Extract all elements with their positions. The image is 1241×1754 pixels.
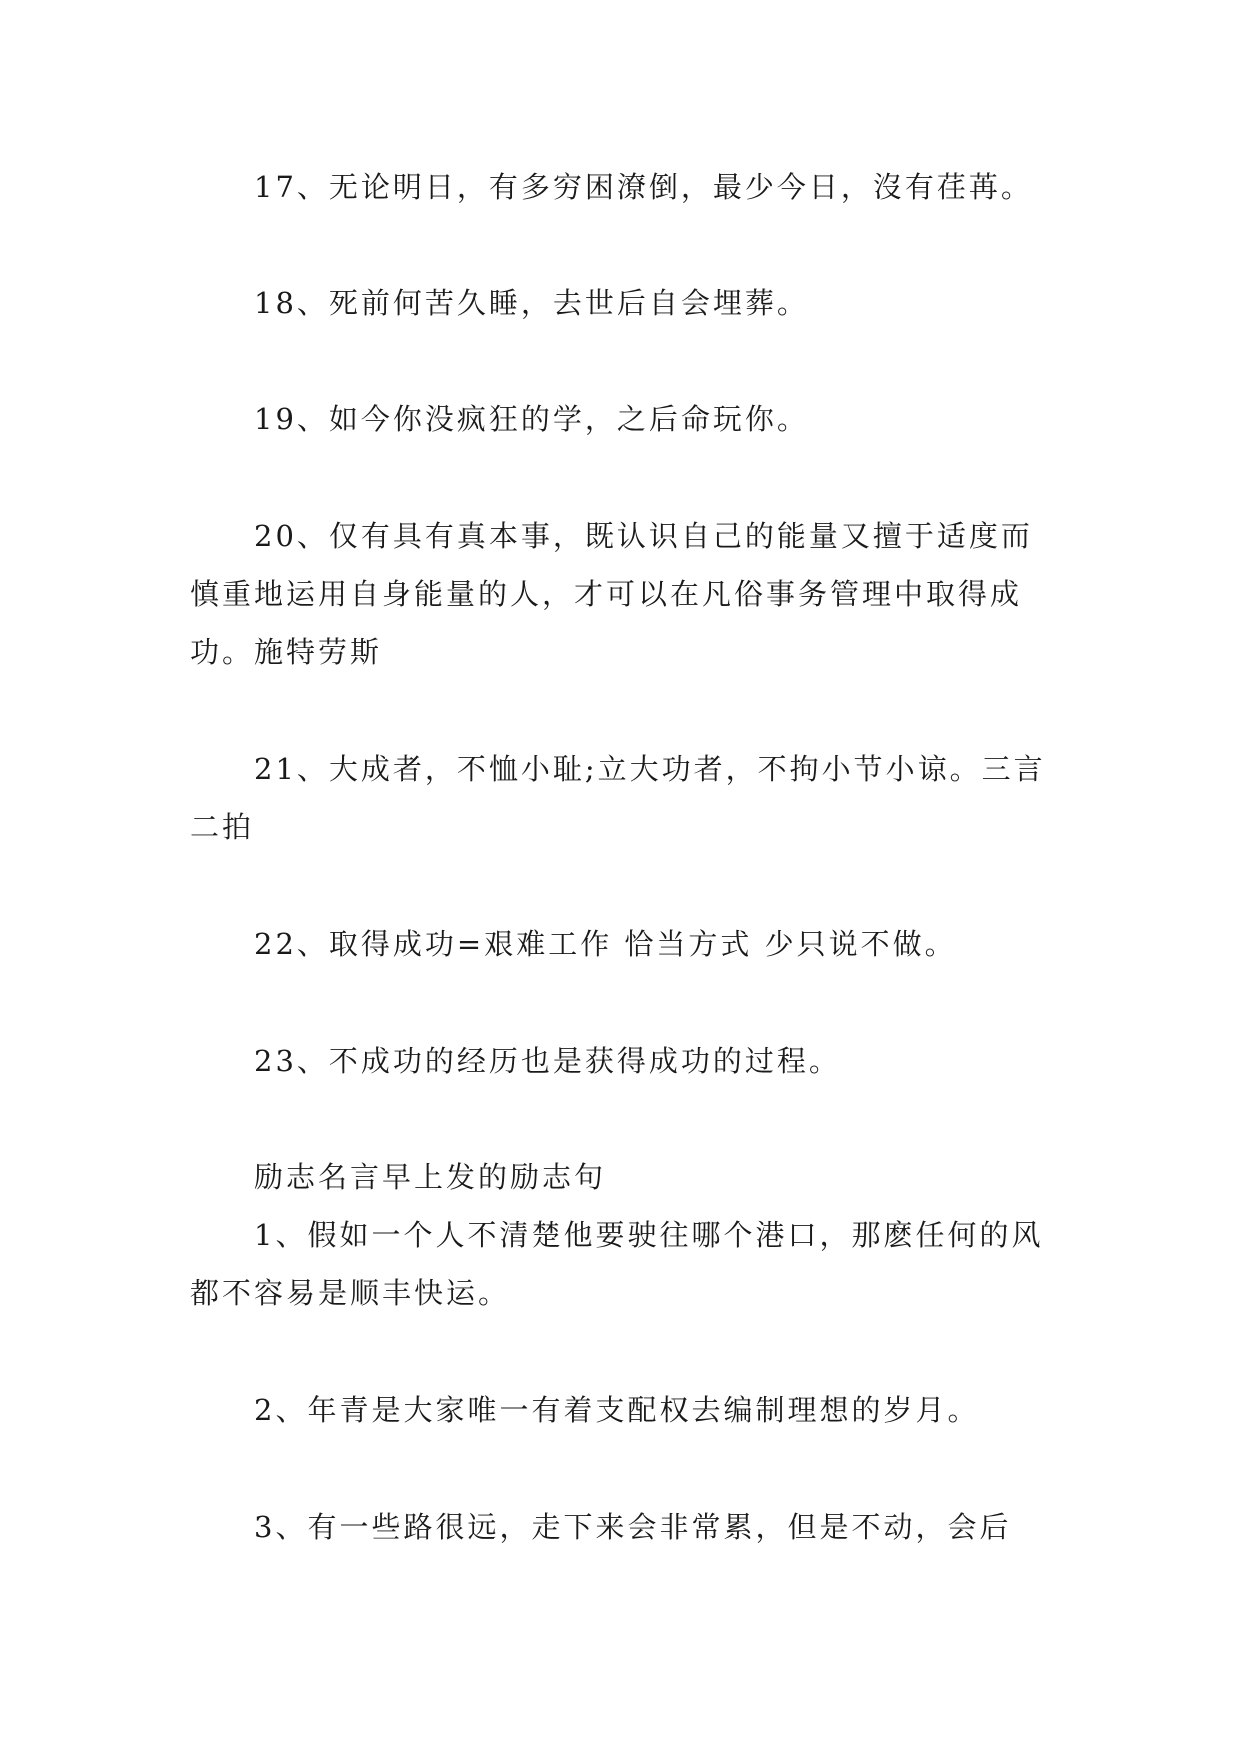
section-heading: 励志名言早上发的励志句 <box>254 1160 607 1194</box>
paragraph-22: 22、取得成功=艰难工作 恰当方式 少只说不做。 <box>254 927 957 961</box>
section-item-2: 2、年青是大家唯一有着支配权去编制理想的岁月。 <box>254 1393 980 1427</box>
section-item-3: 3、有一些路很远，走下来会非常累，但是不动，会后 <box>254 1510 1012 1544</box>
paragraph-18: 18、死前何苦久睡，去世后自会埋葬。 <box>254 286 809 320</box>
paragraph-17: 17、无论明日，有多穷困潦倒，最少今日，沒有荏苒。 <box>254 170 1033 204</box>
paragraph-21: 21、大成者，不恤小耻;立大功者，不拘小节小谅。三言二拍 <box>190 752 1046 844</box>
paragraph-20: 20、仅有具有真本事，既认识自己的能量又擅于适度而慎重地运用自身能量的人，才可以在凡俗事务管理中取得成功。施特劳斯 <box>190 519 1033 669</box>
paragraph-19: 19、如今你没疯狂的学，之后命玩你。 <box>254 402 809 436</box>
paragraph-23: 23、不成功的经历也是获得成功的过程。 <box>254 1044 841 1078</box>
section-item-1: 1、假如一个人不清楚他要驶往哪个港口，那麽任何的风都不容易是顺丰快运。 <box>190 1218 1044 1310</box>
